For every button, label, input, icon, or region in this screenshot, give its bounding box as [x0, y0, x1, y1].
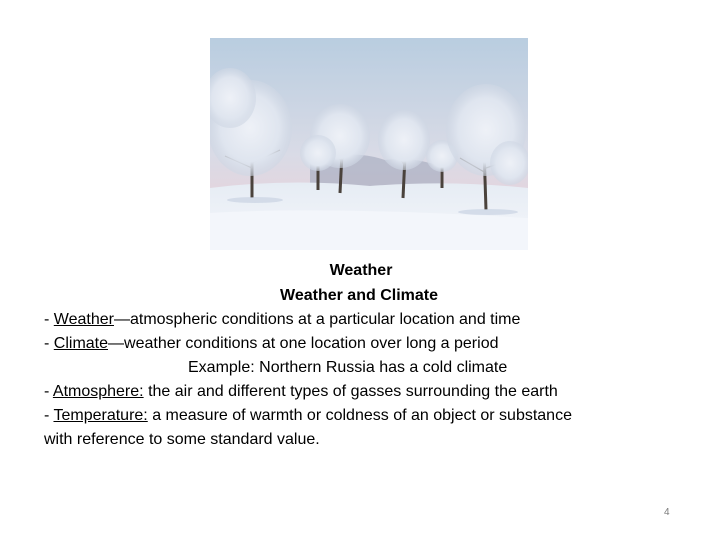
term-separator: — [113, 311, 130, 328]
bullet-climate [44, 332, 684, 356]
term-temperature: Temperature: [53, 407, 148, 424]
definition-weather: atmospheric conditions at a particular location and time [129, 311, 521, 328]
definition-continuation: with reference to some standard value. [44, 431, 320, 448]
example-line: Example: Northern Russia has a cold climate [188, 359, 508, 376]
definition-atmosphere: the air and different types of gasses surrounding the earth [148, 383, 558, 400]
page-number: 4 [664, 507, 670, 518]
slide-title: Weather [329, 262, 393, 279]
term-atmosphere: Atmosphere: [52, 383, 144, 400]
definition-temperature: a measure of warmth or coldness of an object or substance [152, 407, 572, 424]
bullet-temperature [44, 404, 684, 428]
slide-subtitle: Weather and Climate [280, 287, 438, 304]
bullet-prefix: - [44, 311, 54, 328]
slide-body [44, 308, 684, 452]
bullet-weather [44, 308, 684, 332]
bullet-prefix: - [44, 407, 54, 424]
term-separator: — [108, 335, 125, 352]
definition-climate: weather conditions at one location over long a period [124, 335, 499, 352]
bullet-atmosphere [44, 380, 684, 404]
bullet-prefix: - [44, 335, 54, 352]
winter-photo [210, 38, 528, 250]
term-weather: Weather [53, 311, 114, 328]
bullet-prefix: - [44, 383, 53, 400]
term-climate: Climate [53, 335, 109, 352]
